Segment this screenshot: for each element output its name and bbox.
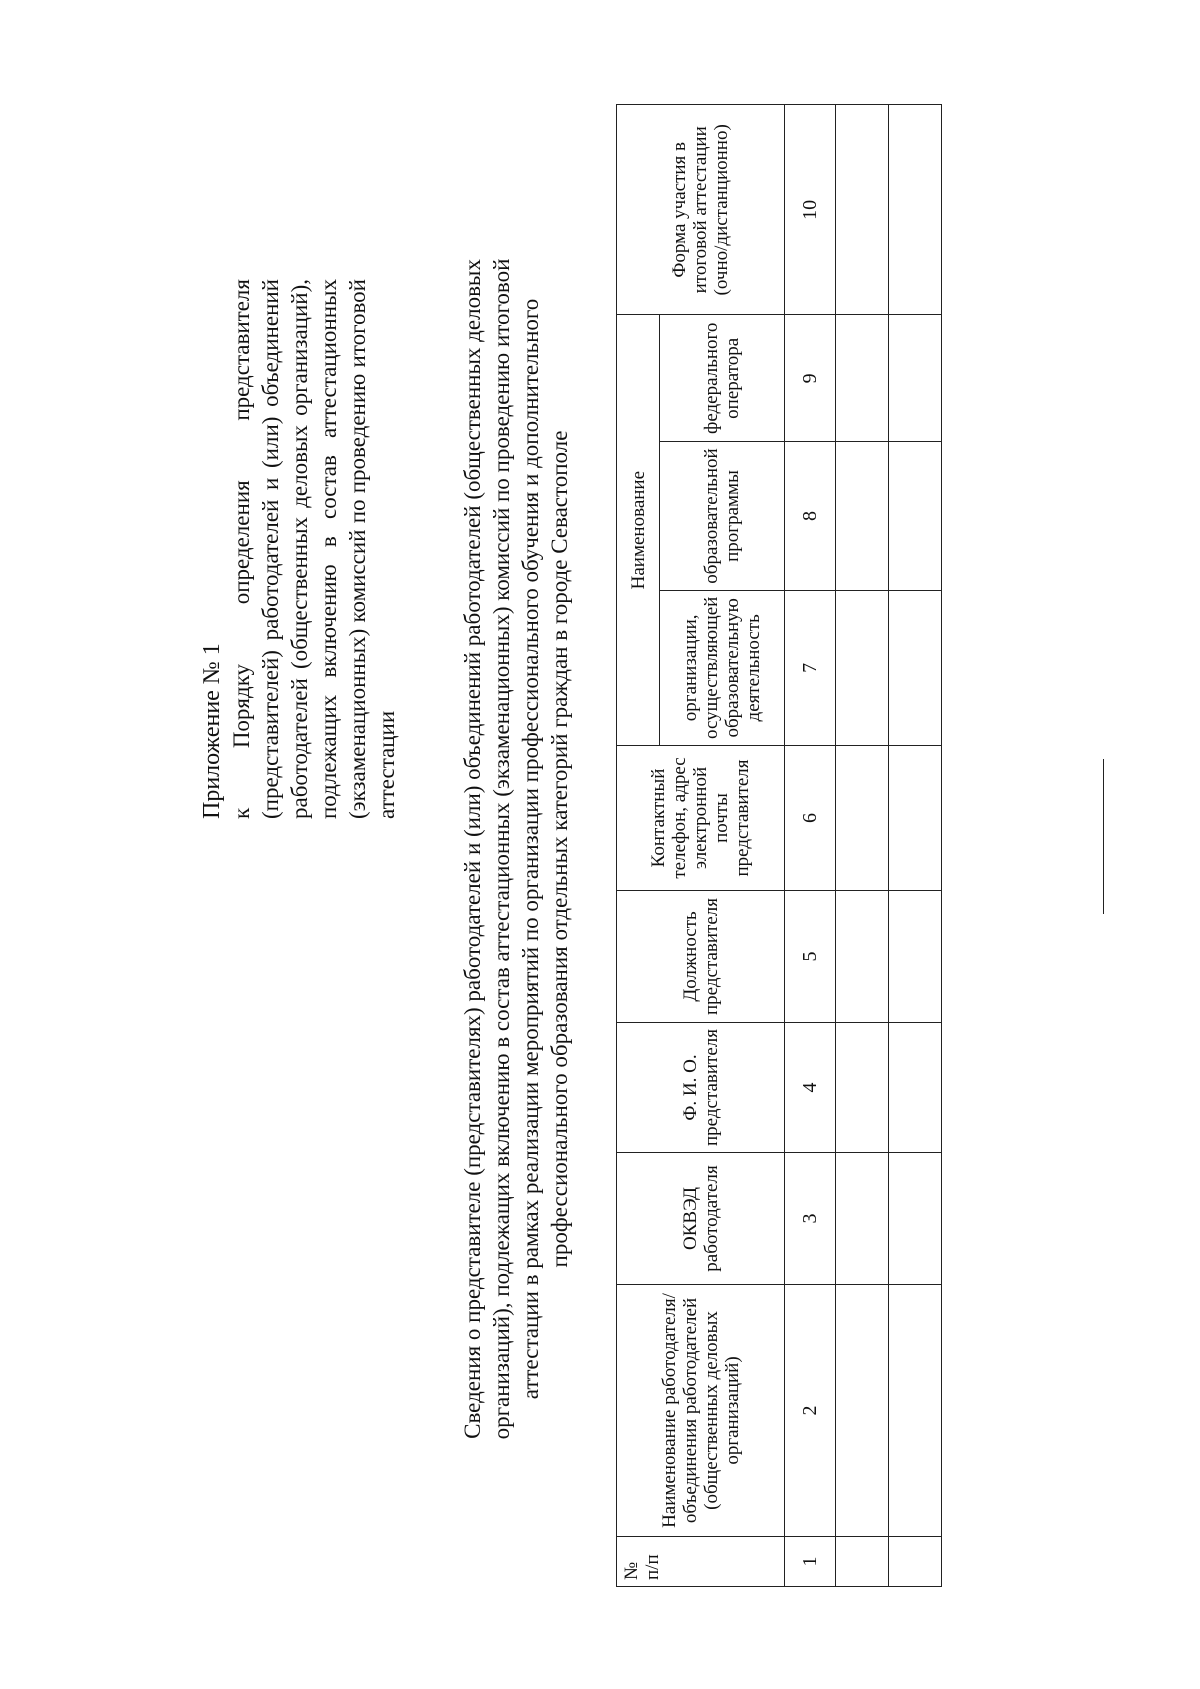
header-okved: ОКВЭД работодателя (617, 1153, 785, 1285)
table-cell (889, 1537, 942, 1587)
header-fio: Ф. И. О. представителя (617, 1022, 785, 1152)
table-cell (889, 442, 942, 590)
table-cell (889, 315, 942, 442)
column-number: 4 (785, 1022, 836, 1152)
table-cell (889, 745, 942, 890)
column-number: 1 (785, 1537, 836, 1587)
table-cell (836, 105, 889, 315)
table-cell (889, 1153, 942, 1285)
table-cell (836, 890, 889, 1022)
column-number: 3 (785, 1153, 836, 1285)
header-participation-form: Форма участия в итоговой аттестации (очно/дистанционно) (617, 105, 785, 315)
column-number: 7 (785, 590, 836, 745)
table-cell (889, 890, 942, 1022)
table-cell (836, 1285, 889, 1537)
table-empty-row (836, 105, 889, 1587)
table-cell (836, 745, 889, 890)
table-cell (836, 315, 889, 442)
header-num: № п/п (617, 1537, 785, 1587)
table-number-row (785, 105, 836, 1587)
table-empty-row (889, 105, 942, 1587)
table-cell (836, 590, 889, 745)
separator-line (1103, 759, 1104, 914)
header-operator: федерального оператора (660, 315, 785, 442)
table-cell (889, 105, 942, 315)
heading-line: организаций), подлежащих включению в состав аттестационных (экзаменационных) комиссий по проведению итоговой (489, 258, 514, 1440)
heading-line: аттестации в рамках реализации мероприятий по организации профессионального обучения и дополнительного (518, 298, 543, 1400)
appendix-title: Приложение № 1 (199, 643, 225, 819)
header-position: Должность представителя (617, 890, 785, 1022)
header-contacts: Контактный телефон, адрес электронной почты представителя (617, 745, 785, 890)
column-number: 2 (785, 1285, 836, 1537)
header-program: образовательной программы (660, 442, 785, 590)
column-number: 10 (785, 105, 836, 315)
header-organization: организации, осуществляющей образовательную деятельность (660, 590, 785, 745)
header-group-name: Наименование (617, 315, 660, 746)
table-cell (889, 1285, 942, 1537)
column-number: 8 (785, 442, 836, 590)
table-cell (836, 1537, 889, 1587)
appendix-block (198, 279, 401, 819)
appendix-text: к Порядку определения представителя (представителей) работодателей и (или) объединений работодателей (общественных деловых организаций), подлежащих включению в состав аттестационных (экзаменационных) комиссий по проведению итоговой аттестации (229, 279, 399, 819)
table-cell (889, 1022, 942, 1152)
table-header-row (617, 105, 660, 1587)
column-number: 6 (785, 745, 836, 890)
table-cell (836, 442, 889, 590)
data-table (616, 104, 942, 1587)
document-heading (458, 139, 574, 1559)
heading-line: Сведения о представителе (представителях) работодателей и (или) объединений работодателей (общественных деловых (460, 259, 485, 1439)
table-cell (889, 590, 942, 745)
heading-line: профессионального образования отдельных категорий граждан в городе Севастополе (547, 430, 572, 1268)
header-employer-name: Наименование работодателя/ объединения работодателей (общественных деловых организаций) (617, 1285, 785, 1537)
table-cell (836, 1022, 889, 1152)
column-number: 5 (785, 890, 836, 1022)
table-cell (836, 1153, 889, 1285)
column-number: 9 (785, 315, 836, 442)
